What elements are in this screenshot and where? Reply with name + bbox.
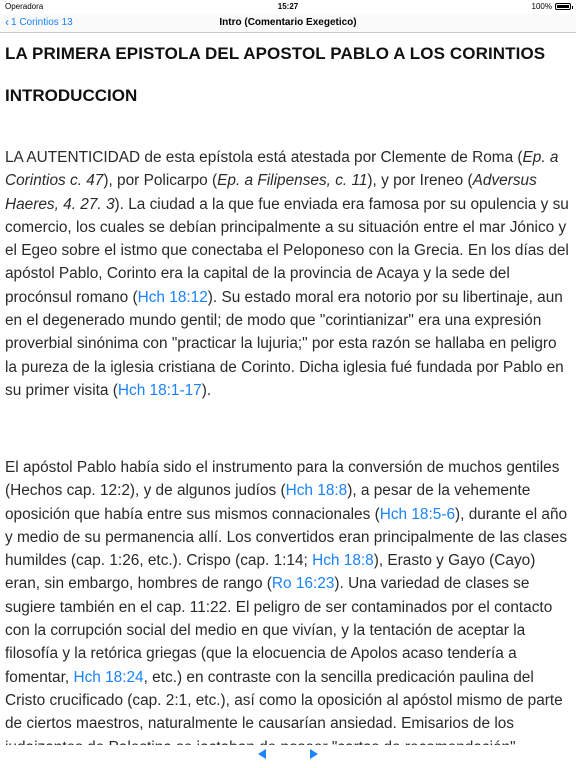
citation-clement: Ep. a Corintios c. 47: [5, 149, 559, 190]
battery-percent: 100%: [531, 2, 552, 11]
text-run: ).: [201, 381, 212, 399]
text-run: ), Erasto y Gayo (Cayo) eran, sin embargo, hombres de rango (: [5, 552, 536, 593]
battery-icon: [555, 3, 571, 10]
back-button-label: 1 Corintios 13: [11, 16, 73, 28]
citation-polycarp: Ep. a Filipenses, c. 11: [217, 172, 368, 190]
text-run: ), durante el año y medio de su permanencia allí. Los convertidos eran principalmente de las clases humildes (cap. 1:26, etc.). Crispo (cap. 1:14;: [5, 505, 568, 570]
battery-indicator: [532, 2, 571, 11]
verse-link-hch-18-5-6[interactable]: Hch 18:5-6: [379, 505, 456, 523]
paragraph-conversion: [5, 456, 571, 759]
section-heading: INTRODUCCION: [5, 86, 138, 105]
verse-link-hch-18-8-b[interactable]: Hch 18:8: [312, 552, 374, 570]
text-run: ), a pesar de la vehemente oposición que había entre sus mismos connacionales (: [5, 482, 531, 523]
verse-link-hch-18-24[interactable]: Hch 18:24: [73, 668, 144, 686]
back-button[interactable]: [5, 16, 73, 28]
chevron-left-icon: ‹: [5, 15, 9, 29]
text-run: ). Su estado moral era notorio por su libertinaje, aun en el degenerado mundo gentil; de modo que "corintianizar" era una expresión proverbial sinónima con "practicar la lujuria;" por esta razón se hallaba en peligro la pureza de la iglesia cristiana de Corinto. Dicha iglesia fué fundada por Pablo en su primer visita (: [5, 288, 564, 399]
carrier-label: Operadora: [5, 2, 44, 11]
text-run: El apóstol Pablo había sido el instrumento para la conversión de muchos gentiles (Hechos cap. 12:2), y de algunos judíos (: [5, 459, 560, 500]
bottom-toolbar: [0, 745, 576, 768]
previous-button-triangle-left-icon[interactable]: [258, 749, 266, 759]
verse-link-hch-18-12[interactable]: Hch 18:12: [137, 288, 208, 306]
text-run: ), y por Ireneo (: [367, 172, 473, 190]
text-run: LA AUTENTICIDAD de esta epístola está atestada por Clemente de Roma (: [5, 149, 523, 166]
text-run: ), por Policarpo (: [103, 172, 218, 190]
text-run: ). La ciudad a la que fue enviada era famosa por su opulencia y su comercio, los cuales se debían principalmente a su situación entre el mar Jónico y el Egeo sobre el istmo que conectaba el Peloponeso con la Grecia. En los días del apóstol Pablo, Corinto era la capital de la provincia de Acaya y la sede del procónsul romano (: [5, 195, 569, 306]
clock: 15:27: [277, 2, 299, 11]
navigation-bar: [0, 14, 576, 33]
status-bar: [0, 0, 576, 14]
citation-irenaeus: Adversus Haeres, 4. 27. 3: [5, 172, 537, 213]
verse-link-ro-16-23[interactable]: Ro 16:23: [271, 575, 335, 593]
page-title: Intro (Comentario Exegetico): [219, 17, 357, 28]
verse-link-hch-18-8[interactable]: Hch 18:8: [285, 482, 348, 500]
text-run: , etc.) en contraste con la sencilla predicación paulina del Cristo crucificado (cap. 2:1, etc.), así como la oposición al apóstol mismo de parte de ciertos maestros, naturalmente le causarían ansiedad. Emisarios de los: [5, 668, 563, 733]
next-button-triangle-right-icon[interactable]: [310, 749, 318, 759]
epistle-heading: LA PRIMERA EPISTOLA DEL APOSTOL PABLO A LOS CORINTIOS: [5, 44, 546, 63]
verse-link-hch-18-1-17[interactable]: Hch 18:1-17: [117, 381, 202, 399]
paragraph-authenticity: [5, 146, 571, 402]
text-run: ). Una variedad de clases se sugiere también en el cap. 11:22. El peligro de ser contaminados por el contacto con la corrupción social del medio en que vivían, y la tentación de aceptar la filosofía y la retórica griegas (que la elocuencia de Apolos acaso tendería a fomentar,: [5, 575, 553, 686]
